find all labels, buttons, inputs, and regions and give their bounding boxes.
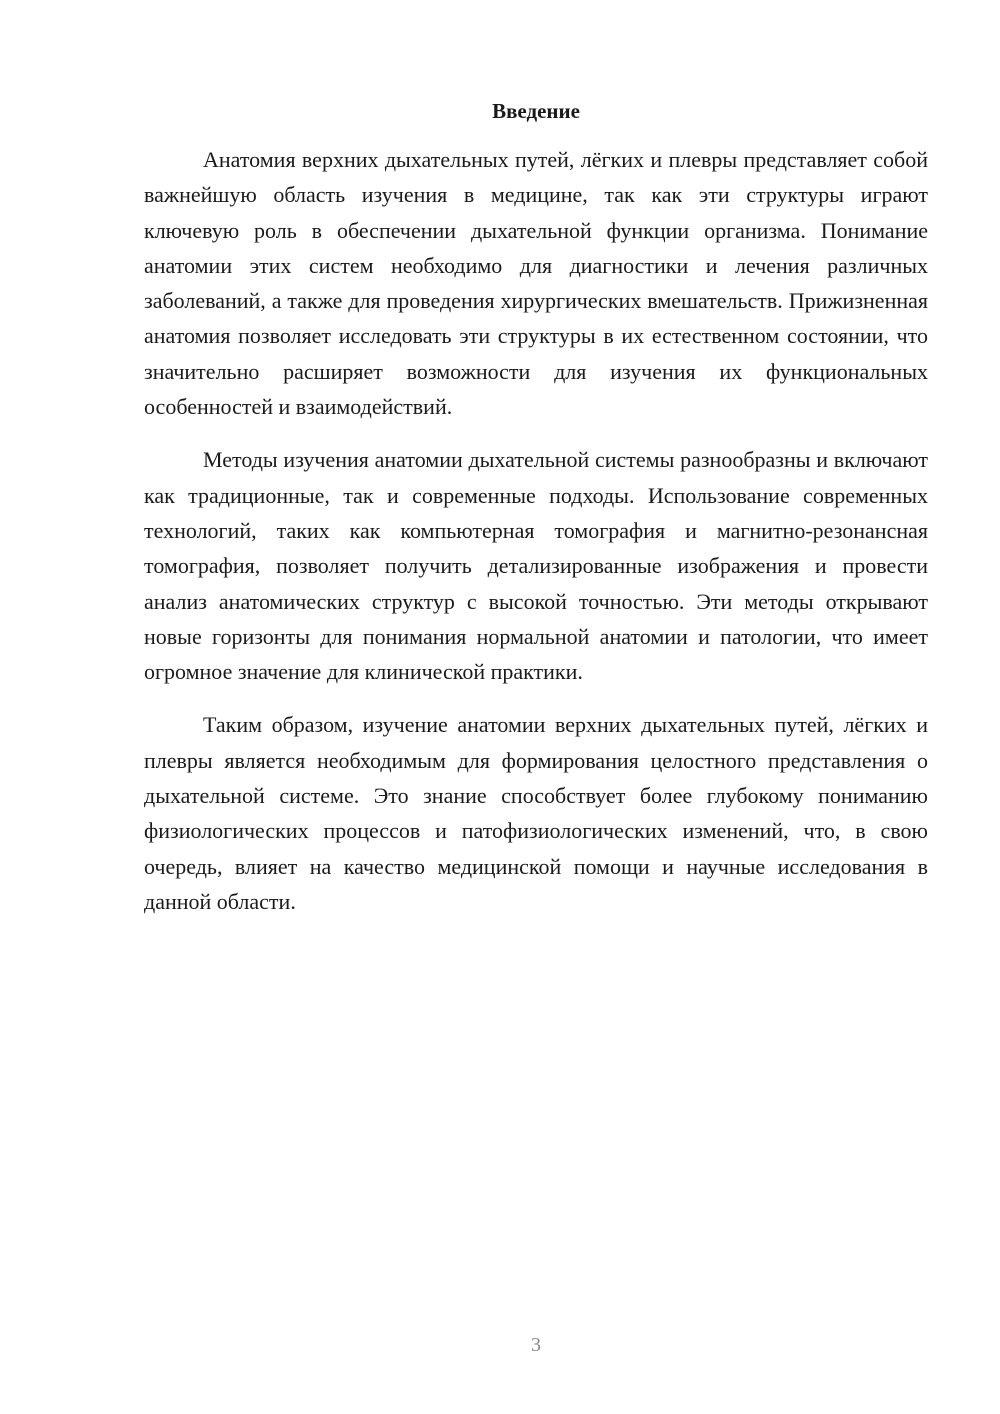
- paragraph-1: Анатомия верхних дыхательных путей, лёгких и плевры представляет собой важнейшую область изучения в медицине, так как эти структуры играют ключевую роль в обеспечении дыхательной функции организма. Понимание анатомии этих систем необходимо для диагностики и лечения различных заболеваний, а также для проведения хирургических вмешательств. Прижизненная анатомия позволяет исследовать эти структуры в их естественном состоянии, что значительно расширяет возможности для изучения их функциональных особенностей и взаимодействий.: [144, 147, 928, 420]
- paragraph-2: Методы изучения анатомии дыхательной системы разнообразны и включают как традиционные, так и современные подходы. Использование современных технологий, таких как компьютерная томография и магнитно-резонансная томография, позволяет получить детализированные изображения и провести анализ анатомических структур с высокой точностью. Эти методы открывают новые горизонты для понимания нормальной анатомии и патологии, что имеет огромное значение для клинической практики.: [144, 447, 928, 685]
- body-text: [144, 142, 928, 937]
- section-heading: Введение: [492, 99, 580, 123]
- page-number: 3: [531, 1334, 541, 1356]
- paragraph-3: Таким образом, изучение анатомии верхних дыхательных путей, лёгких и плевры является необходимым для формирования целостного представления о дыхательной системе. Это знание способствует более глубокому пониманию физиологических процессов и патофизиологических изменений, что, в свою очередь, влияет на качество медицинской помощи и научные исследования в данной области.: [144, 712, 928, 914]
